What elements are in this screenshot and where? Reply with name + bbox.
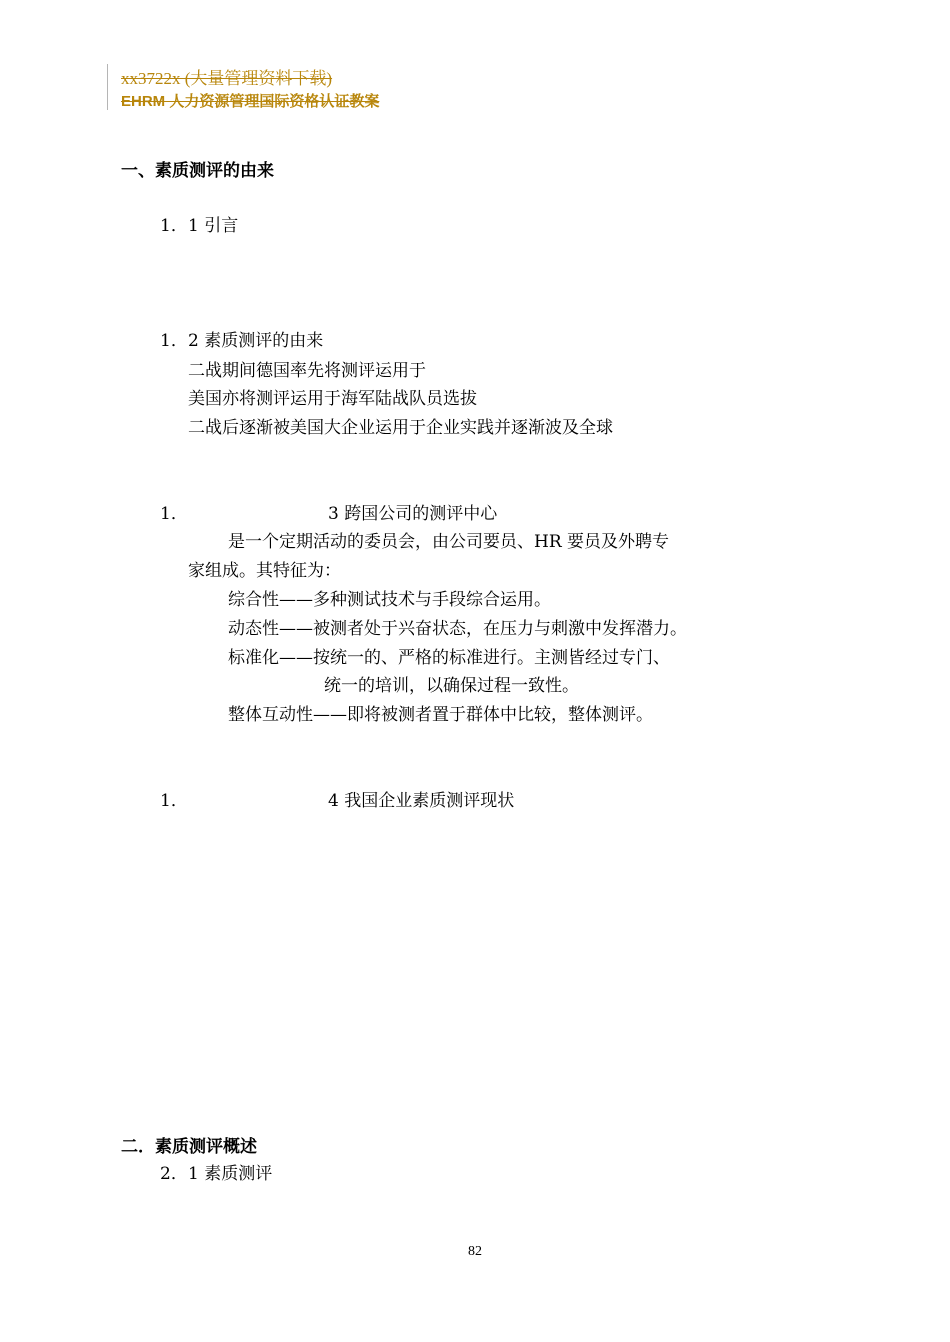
section-2-title: 二．素质测评概述 <box>121 1137 257 1156</box>
body-line: 二战期间德国率先将测评运用于 <box>188 361 426 381</box>
body-line: 美国亦将测评运用于海军陆战队员选拔 <box>188 389 477 409</box>
subsection-1-1 <box>160 218 238 235</box>
header-line-1: xx3722x (大量管理资料下载) <box>121 69 333 88</box>
subsection-1-4-number: 1． <box>160 791 188 811</box>
subsection-1-2 <box>160 333 323 350</box>
feature-line: 综合性——多种测试技术与手段综合运用。 <box>228 590 551 610</box>
subsection-number: 2． <box>160 1164 188 1184</box>
subsection-2-1 <box>160 1166 272 1183</box>
subsection-1-4-title: 4 我国企业素质测评现状 <box>328 791 515 811</box>
subsection-number: 1． <box>160 216 188 236</box>
header-line-2: EHRM 人力资源管理国际资格认证教案 <box>121 93 380 110</box>
body-line: 二战后逐渐被美国大企业运用于企业实践并逐渐波及全球 <box>188 418 613 438</box>
header-rule <box>107 64 108 110</box>
page-number: 82 <box>468 1244 482 1259</box>
body-line: 家组成。其特征为： <box>188 561 341 581</box>
subsection-1-3-number: 1． <box>160 504 188 524</box>
feature-line: 标准化——按统一的、严格的标准进行。主测皆经过专门、 <box>228 648 670 668</box>
subsection-title: 1 素质测评 <box>188 1164 273 1184</box>
subsection-number: 1． <box>160 331 188 351</box>
subsection-1-3-title: 3 跨国公司的测评中心 <box>328 504 498 524</box>
feature-line: 动态性——被测者处于兴奋状态，在压力与刺激中发挥潜力。 <box>228 619 687 639</box>
feature-line: 整体互动性——即将被测者置于群体中比较，整体测评。 <box>228 705 653 725</box>
subsection-title: 1 引言 <box>188 216 239 236</box>
section-1-title: 一、素质测评的由来 <box>121 161 274 180</box>
feature-line: 统一的培训，以确保过程一致性。 <box>324 676 579 696</box>
body-line: 是一个定期活动的委员会，由公司要员、HR 要员及外聘专 <box>228 532 670 552</box>
subsection-title: 2 素质测评的由来 <box>188 331 324 351</box>
